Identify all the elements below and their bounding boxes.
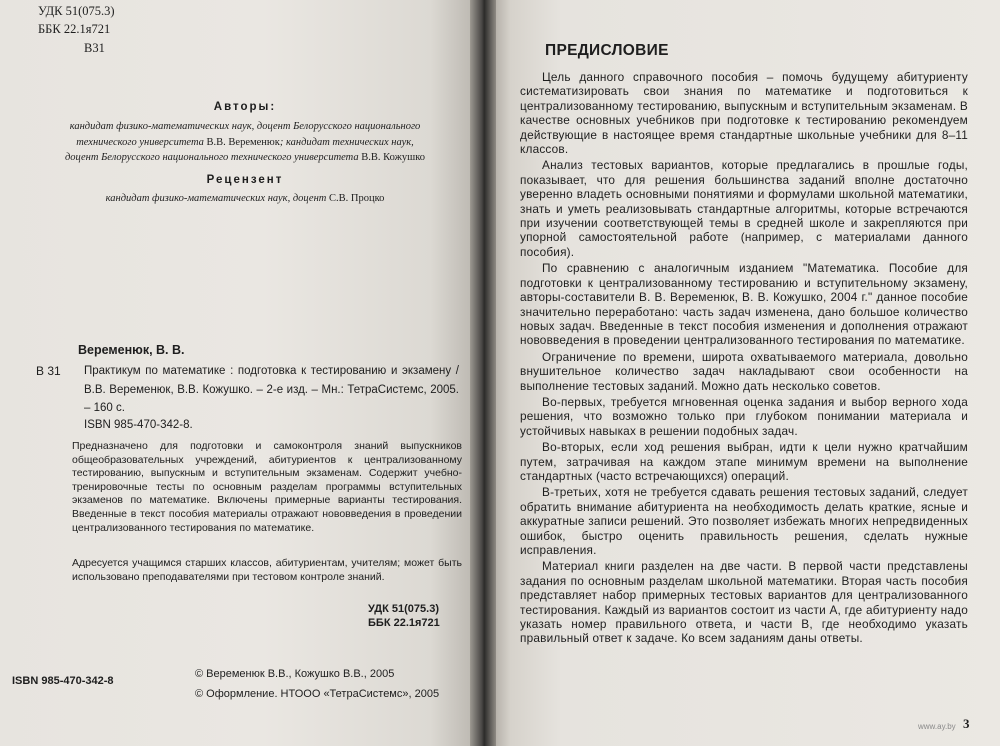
preface-paragraph: По сравнению с аналогичным изданием "Математика. Пособие для подготовки к централизованному тестированию и вступительному экзамену, авторы-составители В. В. Веременюк, В. В. Кожушко, 2004 г." данное пособие значительно переработано: часть задач изменена, дано большое количество новых задач. Введенные в текст пособия изменения и дополнения отражают нововведения в проведении централизованного тестирования по математике. <box>520 261 968 348</box>
reviewer-text <box>20 191 470 206</box>
watermark: www.ay.by <box>918 722 956 731</box>
authors-heading: Авторы: <box>213 101 277 113</box>
reviewer-name: С.В. Процко <box>329 193 385 204</box>
preface-body <box>520 70 968 648</box>
annotation-text: Предназначено для подготовки и самоконтроля знаний выпускников общеобразовательных учреждений, абитуриентов к централизованному тестированию, выпускным и вступительным экзаменам. Содержит учебно-тренировочные тесты по основным разделам программы вступительных экзаменов по математике. Включены примерные варианты тестирования. Введенные в текст пособия материалы отражают нововведения в проведении централизованного тестирования по математике. <box>72 440 462 534</box>
bbk-code-bottom: ББК 22.1я721 <box>368 617 440 629</box>
catalog-description: Практикум по математике : подготовка к тестированию и экзамену / В.В. Веременюк, В.В. Кожушко. – 2-е изд. – Мн.: ТетраСистемс, 2005. – 160 с. <box>84 365 459 414</box>
reviewer-heading: Рецензент <box>206 174 284 186</box>
isbn-bottom: ISBN 985-470-342-8 <box>12 675 114 687</box>
audience-text: Адресуется учащимся старших классов, абитуриентам, учителям; может быть использовано преподавателями при тестовом контроле знаний. <box>72 557 462 583</box>
udk-code-bottom: УДК 51(075.3) <box>368 603 439 615</box>
page-number: 3 <box>963 716 970 731</box>
udk-code-top: УДК 51(075.3) <box>38 4 115 18</box>
author-name-2: В.В. Кожушко <box>361 152 426 163</box>
authors-line-3-start: доцент Белорусского национального технического университета <box>64 152 362 163</box>
preface-paragraph: Анализ тестовых вариантов, которые предлагались в прошлые годы, показывает, что для решения большинства заданий вполне достаточно уверенно владеть основными понятиями и формулами школьной математики, знать и уметь реализовывать стандартные алгоритмы, которые встречаются при изучении соответствующей темы в средней школе и закрепляются при упорной самостоятельной работе (например, с материалами данного пособия). <box>520 158 968 259</box>
authors-line-2 <box>20 135 470 151</box>
preface-paragraph: Во-вторых, если ход решения выбран, идти к цели нужно кратчайшим путем, затрачивая на каждом этапе минимум времени на выполнение стандартных (часто встречающихся) операций. <box>520 440 968 483</box>
authors-line-3 <box>20 150 470 166</box>
reviewer-description: кандидат физико-математических наук, доцент <box>105 193 329 204</box>
copyright-authors: © Веременюк В.В., Кожушко В.В., 2005 <box>195 668 395 680</box>
preface-paragraph: Цель данного справочного пособия – помочь будущему абитуриенту систематизировать свои знания по математике и подготовиться к централизованному тестированию, выпускным и вступительным экзаменам. В качестве основных учебников при подготовке к тестированию рекомендуем действующие в настоящее время стандартные школьные учебники для 8–11 классов. <box>520 70 968 157</box>
preface-paragraph: Во-первых, требуется мгновенная оценка задания и выбор верного хода решения, что возможно только при глубоком понимании материала и устойчивых навыках в решении подобных задач. <box>520 394 968 438</box>
copyright-design: © Оформление. НТООО «ТетраСистемс», 2005 <box>195 688 440 700</box>
authors-line-1: кандидат физико-математических наук, доцент Белорусского национального <box>69 121 421 132</box>
preface-paragraph: Материал книги разделен на две части. В первой части представлены задания по основным разделам школьной математики. Вторая часть пособия представляет набор примерных тестовых вариантов для централизованного тестирования. Каждый из вариантов состоит из части A, где абитуриенту надо указать номер правильного ответа, и части B, где необходимо указать правильный ответ к задаче. Ко всем заданиям даны ответы. <box>520 559 968 646</box>
catalog-code: В 31 <box>36 364 61 378</box>
authors-text <box>20 119 470 166</box>
author-name-1: В.В. Веременюк <box>206 136 280 148</box>
preface-title: ПРЕДИСЛОВИЕ <box>545 42 669 59</box>
catalog-author-name: Веременюк, В. В. <box>78 343 185 357</box>
preface-paragraph: В-третьих, хотя не требуется сдавать решения тестовых заданий, следует обратить внимание абитуриента на необходимость делать краткие, ясные и аккуратные записи решений. Это позволяет избежать многих непредвиденных ошибок, быстро оценить правильность решения, сделать нужные исправления. <box>520 485 968 557</box>
author-code-top: В31 <box>84 41 105 55</box>
preface-paragraph: Ограничение по времени, широта охватываемого материала, довольно внушительное количество задач накладывают свои особенности на выполнение тестовых заданий. Можно дать несколько советов. <box>520 349 968 393</box>
bbk-code-top: ББК 22.1я721 <box>38 22 111 36</box>
catalog-isbn: ISBN 985-470-342-8. <box>84 419 193 431</box>
book-spine <box>470 0 496 746</box>
authors-line-2-start: технического университета <box>76 136 207 148</box>
authors-line-2-end: ; кандидат технических наук, <box>279 136 414 148</box>
